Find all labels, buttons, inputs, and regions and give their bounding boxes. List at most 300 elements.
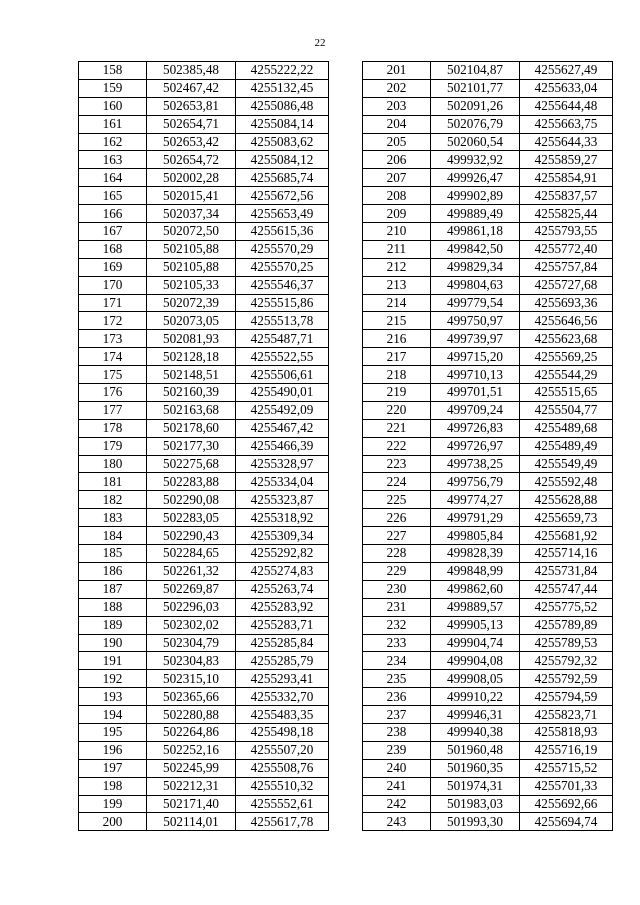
- y-coordinate-cell: 4255318,92: [236, 509, 329, 527]
- point-number-cell: 173: [79, 330, 147, 348]
- table-row: [79, 509, 329, 527]
- point-number-cell: 205: [363, 133, 431, 151]
- y-coordinate-cell: 4255283,92: [236, 598, 329, 616]
- y-coordinate-cell: 4255293,41: [236, 670, 329, 688]
- y-coordinate-cell: 4255727,68: [520, 276, 613, 294]
- x-coordinate-cell: 499779,54: [431, 294, 520, 312]
- x-coordinate-cell: 499709,24: [431, 401, 520, 419]
- point-number-cell: 169: [79, 258, 147, 276]
- point-number-cell: 227: [363, 527, 431, 545]
- y-coordinate-cell: 4255716,19: [520, 741, 613, 759]
- y-coordinate-cell: 4255292,82: [236, 545, 329, 563]
- x-coordinate-cell: 502275,68: [147, 455, 236, 473]
- point-number-cell: 239: [363, 741, 431, 759]
- table-row: [79, 151, 329, 169]
- x-coordinate-cell: 502060,54: [431, 133, 520, 151]
- table-row: [363, 616, 613, 634]
- table-row: [363, 509, 613, 527]
- y-coordinate-cell: 4255672,56: [236, 187, 329, 205]
- table-row: [363, 312, 613, 330]
- y-coordinate-cell: 4255837,57: [520, 187, 613, 205]
- x-coordinate-cell: 502283,05: [147, 509, 236, 527]
- x-coordinate-cell: 502072,50: [147, 223, 236, 241]
- x-coordinate-cell: 502171,40: [147, 795, 236, 813]
- x-coordinate-cell: 502177,30: [147, 437, 236, 455]
- table-row: [363, 688, 613, 706]
- y-coordinate-cell: 4255823,71: [520, 706, 613, 724]
- y-coordinate-cell: 4255086,48: [236, 97, 329, 115]
- table-row: [79, 79, 329, 97]
- x-coordinate-cell: 499750,97: [431, 312, 520, 330]
- table-row: [363, 652, 613, 670]
- y-coordinate-cell: 4255263,74: [236, 580, 329, 598]
- y-coordinate-cell: 4255789,89: [520, 616, 613, 634]
- table-row: [363, 187, 613, 205]
- table-row: [79, 187, 329, 205]
- table-row: [363, 706, 613, 724]
- x-coordinate-cell: 499774,27: [431, 491, 520, 509]
- point-number-cell: 220: [363, 401, 431, 419]
- table-row: [79, 813, 329, 831]
- x-coordinate-cell: 499828,39: [431, 545, 520, 563]
- point-number-cell: 203: [363, 97, 431, 115]
- point-number-cell: 243: [363, 813, 431, 831]
- table-row: [79, 294, 329, 312]
- x-coordinate-cell: 502091,26: [431, 97, 520, 115]
- point-number-cell: 170: [79, 276, 147, 294]
- y-coordinate-cell: 4255490,01: [236, 384, 329, 402]
- table-row: [363, 79, 613, 97]
- point-number-cell: 223: [363, 455, 431, 473]
- table-row: [79, 401, 329, 419]
- x-coordinate-cell: 499902,89: [431, 187, 520, 205]
- table-row: [79, 598, 329, 616]
- table-row: [79, 562, 329, 580]
- y-coordinate-cell: 4255285,84: [236, 634, 329, 652]
- x-coordinate-cell: 499756,79: [431, 473, 520, 491]
- point-number-cell: 236: [363, 688, 431, 706]
- point-number-cell: 181: [79, 473, 147, 491]
- table-row: [79, 473, 329, 491]
- table-row: [79, 330, 329, 348]
- x-coordinate-cell: 499701,51: [431, 384, 520, 402]
- x-coordinate-cell: 501960,35: [431, 759, 520, 777]
- table-row: [363, 437, 613, 455]
- x-coordinate-cell: 499791,29: [431, 509, 520, 527]
- table-row: [363, 813, 613, 831]
- table-row: [79, 384, 329, 402]
- point-number-cell: 216: [363, 330, 431, 348]
- x-coordinate-cell: 499889,49: [431, 205, 520, 223]
- y-coordinate-cell: 4255681,92: [520, 527, 613, 545]
- x-coordinate-cell: 502304,79: [147, 634, 236, 652]
- x-coordinate-cell: 502101,77: [431, 79, 520, 97]
- x-coordinate-cell: 502365,66: [147, 688, 236, 706]
- x-coordinate-cell: 502073,05: [147, 312, 236, 330]
- point-number-cell: 199: [79, 795, 147, 813]
- table-row: [79, 634, 329, 652]
- x-coordinate-cell: 502178,60: [147, 419, 236, 437]
- point-number-cell: 167: [79, 223, 147, 241]
- y-coordinate-cell: 4255334,04: [236, 473, 329, 491]
- y-coordinate-cell: 4255615,36: [236, 223, 329, 241]
- x-coordinate-cell: 501974,31: [431, 777, 520, 795]
- point-number-cell: 164: [79, 169, 147, 187]
- table-row: [363, 205, 613, 223]
- table-row: [363, 545, 613, 563]
- point-number-cell: 235: [363, 670, 431, 688]
- x-coordinate-cell: 502072,39: [147, 294, 236, 312]
- x-coordinate-cell: 502212,31: [147, 777, 236, 795]
- x-coordinate-cell: 502654,72: [147, 151, 236, 169]
- x-coordinate-cell: 502654,71: [147, 115, 236, 133]
- x-coordinate-cell: 499739,97: [431, 330, 520, 348]
- point-number-cell: 159: [79, 79, 147, 97]
- x-coordinate-cell: 502105,88: [147, 240, 236, 258]
- point-number-cell: 187: [79, 580, 147, 598]
- x-coordinate-cell: 499908,05: [431, 670, 520, 688]
- point-number-cell: 191: [79, 652, 147, 670]
- table-row: [363, 330, 613, 348]
- x-coordinate-cell: 502002,28: [147, 169, 236, 187]
- point-number-cell: 209: [363, 205, 431, 223]
- x-coordinate-cell: 499926,47: [431, 169, 520, 187]
- x-coordinate-cell: 502105,33: [147, 276, 236, 294]
- y-coordinate-cell: 4255757,84: [520, 258, 613, 276]
- point-number-cell: 233: [363, 634, 431, 652]
- table-row: [79, 419, 329, 437]
- y-coordinate-cell: 4255653,49: [236, 205, 329, 223]
- point-number-cell: 178: [79, 419, 147, 437]
- y-coordinate-cell: 4255083,62: [236, 133, 329, 151]
- x-coordinate-cell: 499804,63: [431, 276, 520, 294]
- table-row: [79, 97, 329, 115]
- table-row: [79, 741, 329, 759]
- table-row: [79, 133, 329, 151]
- table-row: [79, 527, 329, 545]
- x-coordinate-cell: 502128,18: [147, 348, 236, 366]
- point-number-cell: 222: [363, 437, 431, 455]
- table-row: [363, 384, 613, 402]
- x-coordinate-cell: 502245,99: [147, 759, 236, 777]
- x-coordinate-cell: 502290,08: [147, 491, 236, 509]
- x-coordinate-cell: 502160,39: [147, 384, 236, 402]
- table-row: [363, 223, 613, 241]
- y-coordinate-cell: 4255693,36: [520, 294, 613, 312]
- point-number-cell: 188: [79, 598, 147, 616]
- point-number-cell: 195: [79, 723, 147, 741]
- table-row: [79, 545, 329, 563]
- y-coordinate-cell: 4255772,40: [520, 240, 613, 258]
- point-number-cell: 202: [363, 79, 431, 97]
- y-coordinate-cell: 4255628,88: [520, 491, 613, 509]
- point-number-cell: 230: [363, 580, 431, 598]
- point-number-cell: 229: [363, 562, 431, 580]
- y-coordinate-cell: 4255522,55: [236, 348, 329, 366]
- point-number-cell: 207: [363, 169, 431, 187]
- y-coordinate-cell: 4255854,91: [520, 169, 613, 187]
- x-coordinate-cell: 502081,93: [147, 330, 236, 348]
- point-number-cell: 196: [79, 741, 147, 759]
- point-number-cell: 168: [79, 240, 147, 258]
- point-number-cell: 218: [363, 366, 431, 384]
- x-coordinate-cell: 502261,32: [147, 562, 236, 580]
- y-coordinate-cell: 4255659,73: [520, 509, 613, 527]
- table-row: [363, 723, 613, 741]
- table-row: [363, 473, 613, 491]
- y-coordinate-cell: 4255692,66: [520, 795, 613, 813]
- point-number-cell: 213: [363, 276, 431, 294]
- y-coordinate-cell: 4255570,25: [236, 258, 329, 276]
- point-number-cell: 228: [363, 545, 431, 563]
- table-row: [79, 706, 329, 724]
- point-number-cell: 175: [79, 366, 147, 384]
- table-row: [79, 670, 329, 688]
- y-coordinate-cell: 4255467,42: [236, 419, 329, 437]
- y-coordinate-cell: 4255646,56: [520, 312, 613, 330]
- point-number-cell: 204: [363, 115, 431, 133]
- table-row: [79, 223, 329, 241]
- point-number-cell: 190: [79, 634, 147, 652]
- table-row: [363, 455, 613, 473]
- point-number-cell: 189: [79, 616, 147, 634]
- y-coordinate-cell: 4255544,29: [520, 366, 613, 384]
- table-row: [79, 205, 329, 223]
- x-coordinate-cell: 499905,13: [431, 616, 520, 634]
- table-row: [79, 688, 329, 706]
- point-number-cell: 198: [79, 777, 147, 795]
- table-row: [79, 348, 329, 366]
- x-coordinate-cell: 502385,48: [147, 62, 236, 80]
- y-coordinate-cell: 4255222,22: [236, 62, 329, 80]
- x-coordinate-cell: 502467,42: [147, 79, 236, 97]
- table-row: [363, 741, 613, 759]
- y-coordinate-cell: 4255489,68: [520, 419, 613, 437]
- x-coordinate-cell: 499889,57: [431, 598, 520, 616]
- y-coordinate-cell: 4255714,16: [520, 545, 613, 563]
- x-coordinate-cell: 499862,60: [431, 580, 520, 598]
- table-row: [79, 312, 329, 330]
- x-coordinate-cell: 499842,50: [431, 240, 520, 258]
- y-coordinate-cell: 4255515,86: [236, 294, 329, 312]
- table-row: [363, 151, 613, 169]
- y-coordinate-cell: 4255132,45: [236, 79, 329, 97]
- x-coordinate-cell: 502269,87: [147, 580, 236, 598]
- x-coordinate-cell: 502653,42: [147, 133, 236, 151]
- point-number-cell: 217: [363, 348, 431, 366]
- point-number-cell: 161: [79, 115, 147, 133]
- point-number-cell: 225: [363, 491, 431, 509]
- point-number-cell: 241: [363, 777, 431, 795]
- point-number-cell: 182: [79, 491, 147, 509]
- y-coordinate-cell: 4255466,39: [236, 437, 329, 455]
- x-coordinate-cell: 499726,97: [431, 437, 520, 455]
- x-coordinate-cell: 499940,38: [431, 723, 520, 741]
- y-coordinate-cell: 4255617,78: [236, 813, 329, 831]
- table-row: [363, 777, 613, 795]
- y-coordinate-cell: 4255859,27: [520, 151, 613, 169]
- y-coordinate-cell: 4255506,61: [236, 366, 329, 384]
- point-number-cell: 238: [363, 723, 431, 741]
- point-number-cell: 221: [363, 419, 431, 437]
- point-number-cell: 219: [363, 384, 431, 402]
- y-coordinate-cell: 4255274,83: [236, 562, 329, 580]
- x-coordinate-cell: 502283,88: [147, 473, 236, 491]
- point-number-cell: 163: [79, 151, 147, 169]
- y-coordinate-cell: 4255747,44: [520, 580, 613, 598]
- y-coordinate-cell: 4255552,61: [236, 795, 329, 813]
- table-row: [363, 62, 613, 80]
- x-coordinate-cell: 499904,74: [431, 634, 520, 652]
- table-row: [363, 759, 613, 777]
- point-number-cell: 212: [363, 258, 431, 276]
- point-number-cell: 185: [79, 545, 147, 563]
- y-coordinate-cell: 4255507,20: [236, 741, 329, 759]
- table-row: [79, 437, 329, 455]
- table-row: [79, 616, 329, 634]
- point-number-cell: 193: [79, 688, 147, 706]
- y-coordinate-cell: 4255592,48: [520, 473, 613, 491]
- x-coordinate-cell: 502264,86: [147, 723, 236, 741]
- table-row: [79, 491, 329, 509]
- y-coordinate-cell: 4255792,32: [520, 652, 613, 670]
- table-row: [363, 276, 613, 294]
- point-number-cell: 206: [363, 151, 431, 169]
- x-coordinate-cell: 502315,10: [147, 670, 236, 688]
- y-coordinate-cell: 4255569,25: [520, 348, 613, 366]
- y-coordinate-cell: 4255792,59: [520, 670, 613, 688]
- y-coordinate-cell: 4255084,14: [236, 115, 329, 133]
- point-number-cell: 231: [363, 598, 431, 616]
- y-coordinate-cell: 4255644,48: [520, 97, 613, 115]
- y-coordinate-cell: 4255794,59: [520, 688, 613, 706]
- table-row: [79, 366, 329, 384]
- table-row: [363, 670, 613, 688]
- x-coordinate-cell: 502280,88: [147, 706, 236, 724]
- y-coordinate-cell: 4255513,78: [236, 312, 329, 330]
- y-coordinate-cell: 4255694,74: [520, 813, 613, 831]
- y-coordinate-cell: 4255283,71: [236, 616, 329, 634]
- point-number-cell: 184: [79, 527, 147, 545]
- point-number-cell: 179: [79, 437, 147, 455]
- point-number-cell: 165: [79, 187, 147, 205]
- y-coordinate-cell: 4255825,44: [520, 205, 613, 223]
- y-coordinate-cell: 4255504,77: [520, 401, 613, 419]
- coordinates-table-right: [362, 61, 613, 831]
- x-coordinate-cell: 499946,31: [431, 706, 520, 724]
- x-coordinate-cell: 499710,13: [431, 366, 520, 384]
- point-number-cell: 180: [79, 455, 147, 473]
- x-coordinate-cell: 502163,68: [147, 401, 236, 419]
- point-number-cell: 224: [363, 473, 431, 491]
- y-coordinate-cell: 4255498,18: [236, 723, 329, 741]
- x-coordinate-cell: 502296,03: [147, 598, 236, 616]
- y-coordinate-cell: 4255508,76: [236, 759, 329, 777]
- x-coordinate-cell: 499910,22: [431, 688, 520, 706]
- y-coordinate-cell: 4255775,52: [520, 598, 613, 616]
- y-coordinate-cell: 4255483,35: [236, 706, 329, 724]
- x-coordinate-cell: 502302,02: [147, 616, 236, 634]
- y-coordinate-cell: 4255285,79: [236, 652, 329, 670]
- y-coordinate-cell: 4255663,75: [520, 115, 613, 133]
- x-coordinate-cell: 502037,34: [147, 205, 236, 223]
- point-number-cell: 158: [79, 62, 147, 80]
- point-number-cell: 183: [79, 509, 147, 527]
- table-row: [363, 258, 613, 276]
- table-row: [363, 97, 613, 115]
- x-coordinate-cell: 499726,83: [431, 419, 520, 437]
- table-row: [79, 652, 329, 670]
- y-coordinate-cell: 4255623,68: [520, 330, 613, 348]
- x-coordinate-cell: 502148,51: [147, 366, 236, 384]
- page-number: 22: [314, 37, 326, 49]
- table-row: [363, 491, 613, 509]
- table-row: [363, 294, 613, 312]
- point-number-cell: 234: [363, 652, 431, 670]
- y-coordinate-cell: 4255492,09: [236, 401, 329, 419]
- table-row: [79, 455, 329, 473]
- x-coordinate-cell: 502284,65: [147, 545, 236, 563]
- point-number-cell: 194: [79, 706, 147, 724]
- point-number-cell: 192: [79, 670, 147, 688]
- x-coordinate-cell: 501993,30: [431, 813, 520, 831]
- x-coordinate-cell: 499738,25: [431, 455, 520, 473]
- table-row: [363, 419, 613, 437]
- point-number-cell: 162: [79, 133, 147, 151]
- table-row: [363, 115, 613, 133]
- y-coordinate-cell: 4255332,70: [236, 688, 329, 706]
- table-row: [79, 580, 329, 598]
- x-coordinate-cell: 502252,16: [147, 741, 236, 759]
- point-number-cell: 214: [363, 294, 431, 312]
- point-number-cell: 215: [363, 312, 431, 330]
- y-coordinate-cell: 4255546,37: [236, 276, 329, 294]
- point-number-cell: 240: [363, 759, 431, 777]
- x-coordinate-cell: 499848,99: [431, 562, 520, 580]
- x-coordinate-cell: 499805,84: [431, 527, 520, 545]
- table-row: [363, 133, 613, 151]
- table-row: [363, 348, 613, 366]
- x-coordinate-cell: 499715,20: [431, 348, 520, 366]
- point-number-cell: 232: [363, 616, 431, 634]
- point-number-cell: 177: [79, 401, 147, 419]
- x-coordinate-cell: 502015,41: [147, 187, 236, 205]
- y-coordinate-cell: 4255309,34: [236, 527, 329, 545]
- x-coordinate-cell: 502105,88: [147, 258, 236, 276]
- point-number-cell: 208: [363, 187, 431, 205]
- y-coordinate-cell: 4255793,55: [520, 223, 613, 241]
- point-number-cell: 200: [79, 813, 147, 831]
- y-coordinate-cell: 4255515,65: [520, 384, 613, 402]
- x-coordinate-cell: 502653,81: [147, 97, 236, 115]
- y-coordinate-cell: 4255818,93: [520, 723, 613, 741]
- table-row: [79, 723, 329, 741]
- y-coordinate-cell: 4255510,32: [236, 777, 329, 795]
- y-coordinate-cell: 4255789,53: [520, 634, 613, 652]
- y-coordinate-cell: 4255328,97: [236, 455, 329, 473]
- x-coordinate-cell: 502076,79: [431, 115, 520, 133]
- table-row: [363, 795, 613, 813]
- y-coordinate-cell: 4255633,04: [520, 79, 613, 97]
- point-number-cell: 176: [79, 384, 147, 402]
- table-row: [363, 527, 613, 545]
- y-coordinate-cell: 4255731,84: [520, 562, 613, 580]
- x-coordinate-cell: 502114,01: [147, 813, 236, 831]
- point-number-cell: 172: [79, 312, 147, 330]
- point-number-cell: 171: [79, 294, 147, 312]
- point-number-cell: 226: [363, 509, 431, 527]
- point-number-cell: 201: [363, 62, 431, 80]
